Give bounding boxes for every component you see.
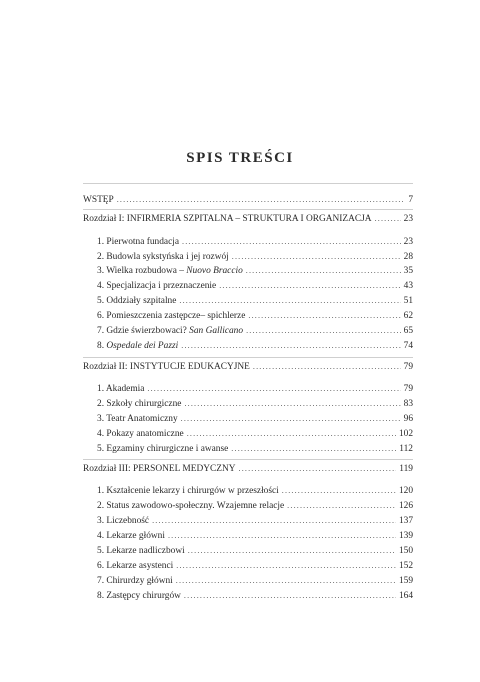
dot-leader [176,560,396,572]
dot-leader [232,251,401,263]
dot-leader [181,340,400,352]
toc-chapter-2 [83,361,413,373]
toc-page-number: 150 [398,546,413,556]
toc-entry [97,236,413,248]
toc-page-number: 159 [398,576,413,586]
toc-page-number: 83 [403,399,413,409]
dot-leader [287,500,396,512]
toc-entry-title: 3. Teatr Anatomiczny [97,414,178,424]
dot-leader [147,383,400,395]
toc-entry [97,575,413,587]
toc-page-number: 43 [403,281,413,291]
toc-entry-title: 3. Wielka rozbudowa – Nuovo Braccio [97,266,243,276]
toc-page-number: 79 [403,384,413,394]
toc-entry-title: 2. Budowla sykstyńska i jej rozwój [97,252,229,262]
toc-page-number: 96 [403,414,413,424]
toc-chapter-title: Rozdział III: PERSONEL MEDYCZNY [83,464,236,474]
toc-page-number: 35 [403,266,413,276]
dot-leader [246,325,401,337]
toc-entry-introduction [83,194,413,206]
dot-leader [231,443,396,455]
toc-page-number: 102 [398,429,413,439]
toc-entry-title: 5. Egzaminy chirurgiczne i awanse [97,444,229,454]
toc-entry-title: 1. Akademia [97,384,145,394]
toc-page-number: 79 [403,362,413,372]
toc-page-number: 62 [403,311,413,321]
toc-page-number: 65 [403,326,413,336]
toc-entry [97,251,413,263]
toc-page-number: 74 [403,341,413,351]
toc-entry-title: 2. Status zawodowo-społeczny. Wzajemne relacje [97,501,285,511]
toc-page-number: 137 [398,516,413,526]
toc-entry [97,310,413,322]
toc-entry [97,428,413,440]
dot-leader [253,361,401,373]
dot-leader [248,310,400,322]
toc-page-number: 152 [398,561,413,571]
toc-entry [97,383,413,395]
divider [83,459,413,460]
dot-leader [187,428,396,440]
dot-leader [181,413,401,425]
toc-entry [97,340,413,352]
toc-entry-title: 1. Kształcenie lekarzy i chirurgów w przeszłości [97,486,279,496]
toc-page-number: 120 [398,486,413,496]
divider [83,183,413,184]
toc-entry [97,545,413,557]
dot-leader [219,280,400,292]
toc-page-number: 139 [398,531,413,541]
toc-entry-title: WSTĘP [83,195,114,205]
toc-page-number: 119 [399,464,413,474]
dot-leader [168,530,396,542]
toc-entry-title: 7. Gdzie świerzbowaci? San Gallicano [97,326,244,336]
toc-entry [97,590,413,602]
toc-entry [97,398,413,410]
toc-entry [97,500,413,512]
toc-entry-title: 5. Oddziały szpitalne [97,296,177,306]
toc-chapter-3 [83,463,413,475]
toc-entry [97,325,413,337]
toc-entry-title: 7. Chirurdzy główni [97,576,173,586]
toc-entry-title: 5. Lekarze nadliczbowi [97,546,185,556]
dot-leader [375,213,401,225]
dot-leader [176,575,396,587]
dot-leader [184,590,396,602]
toc-entry-title: 1. Pierwotna fundacja [97,237,180,247]
toc-page-number: 112 [399,444,413,454]
dot-leader [282,485,396,497]
dot-leader [246,265,401,277]
toc-page-number: 126 [398,501,413,511]
toc-entry [97,265,413,277]
toc-entry-title: 6. Lekarze asystenci [97,561,174,571]
toc-entry [97,295,413,307]
toc-page-number: 23 [403,214,413,224]
toc-entry [97,530,413,542]
dot-leader [182,236,401,248]
toc-entry-title: 4. Lekarze główni [97,531,165,541]
toc-entry [97,280,413,292]
toc-entry-title: 6. Pomieszczenia zastępcze– spichlerze [97,311,246,321]
dot-leader [117,194,406,206]
toc-entry [97,443,413,455]
toc-entry [97,515,413,527]
dot-leader [179,295,400,307]
toc-entry-title: 2. Szkoły chirurgiczne [97,399,182,409]
toc-entry-title: 4. Pokazy anatomiczne [97,429,184,439]
toc-chapter-title: Rozdział II: INSTYTUCJE EDUKACYJNE [83,362,250,372]
toc-entry [97,560,413,572]
divider [83,209,413,210]
toc-page-number: 7 [408,195,413,205]
divider [83,357,413,358]
toc-entry-title: 4. Specjalizacja i przeznaczenie [97,281,217,291]
toc-entry-title: 8. Zastępcy chirurgów [97,591,181,601]
toc-entry-title: 3. Liczebność [97,516,150,526]
dot-leader [152,515,396,527]
toc-page-number: 164 [398,591,413,601]
dot-leader [184,398,400,410]
dot-leader [188,545,396,557]
toc-entry-title: 8. Ospedale dei Pazzi [97,341,179,351]
toc-chapter-1 [83,213,413,225]
toc-page-number: 51 [403,296,413,306]
toc-entry [97,413,413,425]
page-title: SPIS TREŚCI [186,150,294,166]
toc-page-number: 28 [403,252,413,262]
toc-page-number: 23 [403,237,413,247]
toc-entry [97,485,413,497]
dot-leader [239,463,397,475]
toc-chapter-title: Rozdział I: INFIRMERIA SZPITALNA – STRUKTURA I ORGANIZACJA [83,214,372,224]
